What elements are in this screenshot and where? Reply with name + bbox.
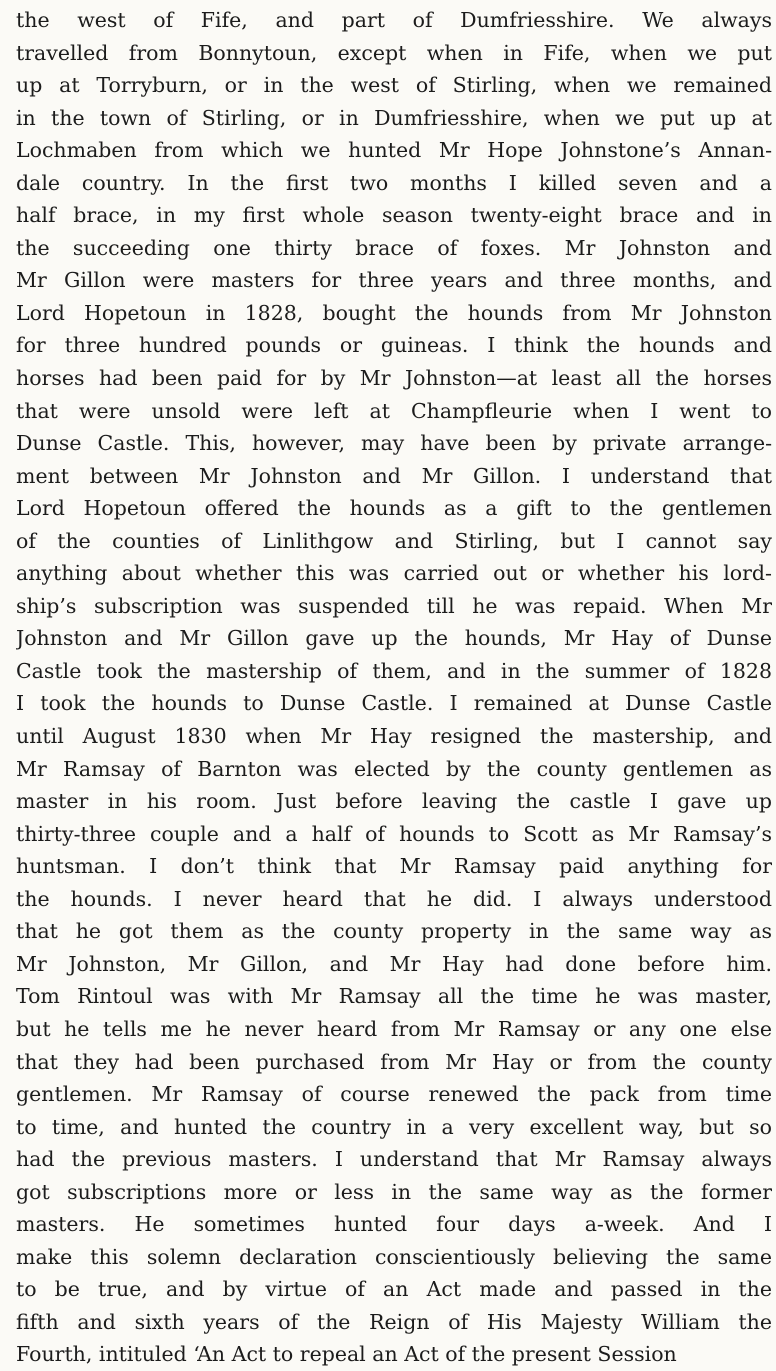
text-line: huntsman. I don’t think that Mr Ramsay paid anything for: [16, 854, 772, 879]
text-line: until August 1830 when Mr Hay resigned the mastership, and: [16, 724, 772, 749]
text-line: travelled from Bonnytoun, except when in Fife, when we put: [16, 40, 772, 65]
text-line: in the town of Stirling, or in Dumfriesshire, when we put up at: [16, 105, 772, 130]
text-line: up at Torryburn, or in the west of Stirling, when we remained: [16, 73, 772, 98]
text-line: Dunse Castle. This, however, may have been by private arrange-: [16, 431, 772, 456]
text-line: that they had been purchased from Mr Hay or from the county: [16, 1049, 772, 1074]
text-line: Lord Hopetoun offered the hounds as a gift to the gentlemen: [16, 496, 772, 521]
text-line: masters. He sometimes hunted four days a-week. And I: [16, 1212, 772, 1237]
text-line: Lochmaben from which we hunted Mr Hope Johnstone’s Annan-: [16, 138, 772, 163]
text-line: had the previous masters. I understand that Mr Ramsay always: [16, 1147, 772, 1172]
body-text: [16, 4, 772, 1371]
text-line: Castle took the mastership of them, and in the summer of 1828: [16, 658, 772, 683]
text-line: but he tells me he never heard from Mr Ramsay or any one else: [16, 1016, 772, 1041]
text-line: Fourth, intituled ‘An Act to repeal an Act of the present Session: [16, 1342, 677, 1367]
text-line: the succeeding one thirty brace of foxes. Mr Johnston and: [16, 235, 772, 260]
text-line: dale country. In the first two months I killed seven and a: [16, 170, 772, 195]
text-line: Mr Johnston, Mr Gillon, and Mr Hay had done before him.: [16, 951, 772, 976]
text-line: ment between Mr Johnston and Mr Gillon. I understand that: [16, 463, 772, 488]
text-line: Tom Rintoul was with Mr Ramsay all the time he was master,: [16, 984, 772, 1009]
text-line: anything about whether this was carried out or whether his lord-: [16, 561, 772, 586]
text-line: got subscriptions more or less in the same way as the former: [16, 1179, 772, 1204]
text-line: the west of Fife, and part of Dumfriesshire. We always: [16, 8, 772, 32]
text-line: Lord Hopetoun in 1828, bought the hounds from Mr Johnston: [16, 300, 772, 325]
text-line: gentlemen. Mr Ramsay of course renewed the pack from time: [16, 1082, 772, 1107]
text-line: Mr Gillon were masters for three years and three months, and: [16, 268, 772, 293]
text-line: Mr Ramsay of Barnton was elected by the county gentlemen as: [16, 756, 772, 781]
text-line: make this solemn declaration conscientiously believing the same: [16, 1244, 772, 1269]
text-line: of the counties of Linlithgow and Stirling, but I cannot say: [16, 528, 772, 553]
text-line: thirty-three couple and a half of hounds to Scott as Mr Ramsay’s: [16, 821, 772, 846]
text-line: that were unsold were left at Champfleurie when I went to: [16, 398, 772, 423]
text-line: half brace, in my first whole season twenty-eight brace and in: [16, 203, 772, 228]
text-line: to be true, and by virtue of an Act made and passed in the: [16, 1277, 772, 1302]
text-line: to time, and hunted the country in a very excellent way, but so: [16, 1114, 772, 1139]
text-line: master in his room. Just before leaving the castle I gave up: [16, 789, 772, 814]
text-line: that he got them as the county property in the same way as: [16, 919, 772, 944]
text-line: Johnston and Mr Gillon gave up the hounds, Mr Hay of Dunse: [16, 626, 772, 651]
text-line: I took the hounds to Dunse Castle. I remained at Dunse Castle: [16, 691, 772, 716]
text-line: the hounds. I never heard that he did. I always understood: [16, 886, 772, 911]
text-line: fifth and sixth years of the Reign of His Majesty William the: [16, 1309, 772, 1334]
text-line: ship’s subscription was suspended till he was repaid. When Mr: [16, 593, 772, 618]
text-line: horses had been paid for by Mr Johnston—at least all the horses: [16, 366, 772, 391]
text-line: for three hundred pounds or guineas. I think the hounds and: [16, 333, 772, 358]
